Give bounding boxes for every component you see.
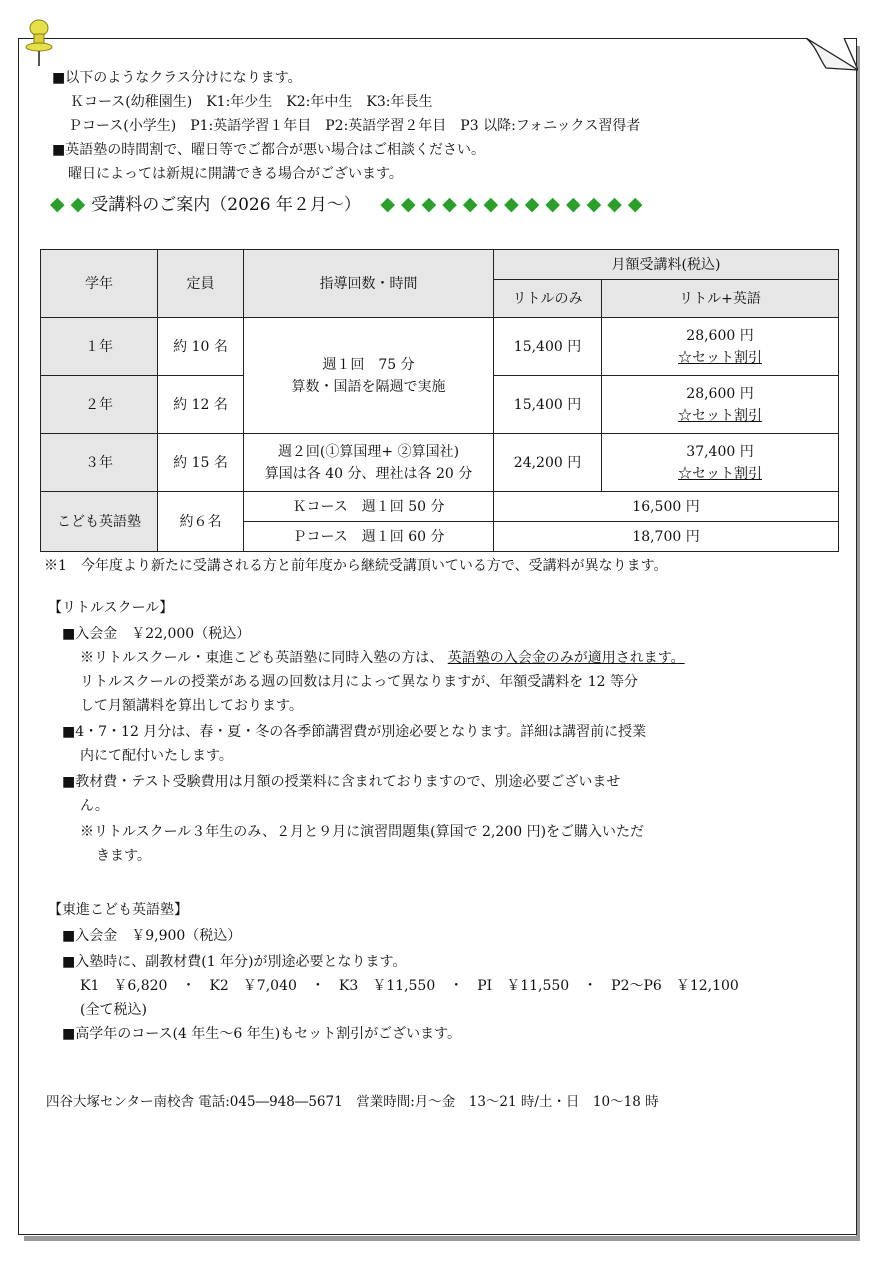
little-fee-cell: 15,400 円 — [494, 376, 602, 434]
little-seasonal-2: 内にて配付いたします。 — [80, 748, 233, 764]
capacity-cell: 約 15 名 — [158, 434, 244, 492]
diamond-icon: ◆ — [380, 193, 395, 215]
grade-cell: こども英語塾 — [41, 492, 158, 552]
english-materials: ■入塾時に、副教材費(1 年分)が別途必要となります。 — [62, 954, 407, 970]
course-fee-cell: 16,500 円 — [494, 492, 839, 522]
little-workbook-2: きます。 — [96, 848, 151, 864]
combo-fee: 28,600 円 — [686, 385, 754, 402]
set-discount-link[interactable]: ☆セット割引 — [678, 465, 762, 482]
table-row — [41, 318, 839, 376]
little-fee-cell: 15,400 円 — [494, 318, 602, 376]
little-materials-2: ん。 — [80, 798, 109, 814]
pushpin-icon — [22, 18, 56, 68]
diamond-icon: ◆ — [504, 193, 519, 215]
intro-line-k-course: Ｋコース(幼稚園生) K1:年少生 K2:年中生 K3:年長生 — [70, 94, 433, 110]
header-little-only: リトルのみ — [494, 280, 602, 318]
little-workbook-1: ※リトルスクール３年生のみ、２月と９月に演習問題集(算国で 2,200 円)をご購入いただ — [80, 824, 645, 840]
little-note-2: リトルスクールの授業がある週の回数は月によって異なりますが、年額受講料を 12 等分 — [80, 674, 639, 690]
little-entry-fee: ■入会金 ￥22,000（税込） — [62, 626, 251, 642]
diamond-icon: ◆ — [545, 193, 560, 215]
capacity-cell: 約６名 — [158, 492, 244, 552]
table-row — [41, 492, 839, 522]
combo-fee: 28,600 円 — [686, 327, 754, 344]
fee-banner — [50, 190, 648, 215]
intro-line-schedule: ■英語塾の時間割で、曜日等でご都合が悪い場合はご相談ください。 — [52, 142, 485, 158]
grade-cell: １年 — [41, 318, 158, 376]
set-discount-link[interactable]: ☆セット割引 — [678, 407, 762, 424]
combo-fee-cell — [602, 434, 839, 492]
combo-fee: 37,400 円 — [686, 443, 754, 460]
capacity-cell: 約 10 名 — [158, 318, 244, 376]
english-material-prices: K1 ￥6,820 ・ K2 ￥7,040 ・ K3 ￥11,550 ・ PI ￥11,550 ・ P2〜P6 ￥12,100 — [80, 978, 739, 994]
english-tax-note: (全て税込) — [80, 1002, 147, 1018]
table-row — [41, 434, 839, 492]
english-entry-fee: ■入会金 ￥9,900（税込） — [62, 928, 242, 944]
schedule-line: 算数・国語を隔週で実施 — [291, 378, 446, 395]
banner-title: 受講料のご案内（2026 年２月〜） — [91, 195, 361, 215]
diamond-icon: ◆ — [400, 193, 416, 215]
little-materials-1: ■教材費・テスト受験費用は月額の授業料に含まれておりますので、別途必要ございませ — [62, 774, 621, 790]
fee-table — [40, 249, 839, 552]
grade-cell: ２年 — [41, 376, 158, 434]
grade-cell: ３年 — [41, 434, 158, 492]
course-cell: Ｋコース 週１回 50 分 — [244, 492, 494, 522]
intro-line-p-course: Ｐコース(小学生) P1:英語学習１年目 P2:英語学習２年目 P3 以降:フォニックス習得者 — [68, 118, 641, 134]
diamond-icon: ◆ — [421, 193, 437, 215]
capacity-cell: 約 12 名 — [158, 376, 244, 434]
little-note-1b: 英語塾の入会金のみが適用されます。 — [447, 650, 685, 666]
schedule-line: 算国は各 40 分、理社は各 20 分 — [264, 465, 473, 482]
diamond-icon: ◆ — [627, 193, 643, 215]
page-curl-icon — [806, 38, 858, 72]
schedule-cell — [244, 434, 494, 492]
combo-fee-cell — [602, 318, 839, 376]
schedule-line: 週１回 75 分 — [322, 356, 415, 373]
little-school-heading: 【リトルスクール】 — [48, 600, 174, 616]
header-capacity: 定員 — [158, 250, 244, 318]
little-seasonal-1: ■4・7・12 月分は、春・夏・冬の各季節講習費が別途必要となります。詳細は講習前に授業 — [62, 724, 647, 740]
header-little-english: リトル+英語 — [602, 280, 839, 318]
schedule-cell — [244, 318, 494, 434]
combo-fee-cell — [602, 376, 839, 434]
diamond-icon: ◆ — [524, 193, 540, 215]
diamond-icon: ◆ — [565, 193, 581, 215]
course-fee-cell: 18,700 円 — [494, 522, 839, 552]
page-shadow-bottom — [24, 1236, 860, 1241]
little-fee-cell: 24,200 円 — [494, 434, 602, 492]
header-grade: 学年 — [41, 250, 158, 318]
footer-contact: 四谷大塚センター南校舎 電話:045―948―5671 営業時間:月〜金 13〜21 時/土・日 10〜18 時 — [46, 1094, 659, 1110]
diamond-icon: ◆ — [586, 193, 602, 215]
diamond-icon: ◆ — [483, 193, 499, 215]
header-monthly-fee: 月額受講料(税込) — [494, 250, 839, 280]
table-note: ※1 今年度より新たに受講される方と前年度から継続受講頂いている方で、受講料が異なります。 — [44, 558, 668, 574]
little-note-1a: ※リトルスクール・東進こども英語塾に同時入塾の方は、 — [80, 650, 444, 666]
diamond-row — [380, 193, 648, 215]
little-note-3: して月額講料を算出しております。 — [80, 698, 303, 714]
intro-line-new-class: 曜日によっては新規に開講できる場合がございます。 — [68, 166, 403, 182]
english-school-heading: 【東進こども英語塾】 — [48, 902, 188, 918]
diamond-icon: ◆ — [442, 193, 457, 215]
header-schedule: 指導回数・時間 — [244, 250, 494, 318]
course-cell: Ｐコース 週１回 60 分 — [244, 522, 494, 552]
english-upper-grades: ■高学年のコース(4 年生〜6 年生)もセット割引がございます。 — [62, 1026, 462, 1042]
little-note-1 — [80, 648, 685, 668]
set-discount-link[interactable]: ☆セット割引 — [678, 349, 762, 366]
diamond-icon: ◆ — [607, 193, 622, 215]
intro-line-1: ■以下のようなクラス分けになります。 — [52, 70, 302, 86]
diamond-icon: ◆ — [70, 193, 86, 215]
diamond-icon: ◆ — [50, 193, 65, 215]
schedule-line: 週２回(①算国理+ ②算国社) — [277, 443, 460, 460]
diamond-icon: ◆ — [462, 193, 478, 215]
